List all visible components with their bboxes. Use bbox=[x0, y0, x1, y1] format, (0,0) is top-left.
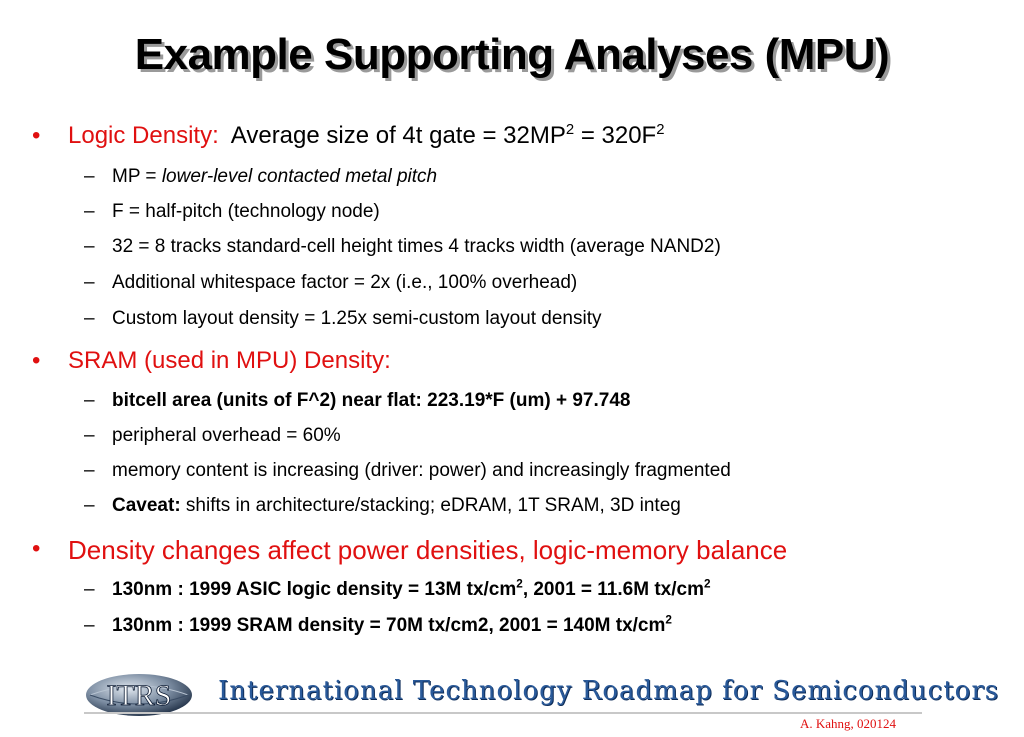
asic-text-2: , 2001 = 11.6M tx/cm bbox=[522, 579, 704, 600]
sub-bullet-text: bitcell area (units of F^2) near flat: 223.19*F (um) + 97.748 bbox=[112, 390, 631, 411]
sub-bullet-text bbox=[112, 577, 711, 600]
gate-size-text: Average size of 4t gate = 32MP bbox=[230, 122, 566, 149]
superscript: 2 bbox=[665, 613, 672, 627]
mp-prefix: MP = bbox=[112, 166, 162, 187]
dash-marker: – bbox=[84, 308, 95, 329]
dash-marker: – bbox=[84, 201, 95, 222]
mp-definition: lower-level contacted metal pitch bbox=[161, 166, 438, 187]
bullet-marker: • bbox=[32, 347, 41, 374]
sub-bullet-text: Custom layout density = 1.25x semi-custom layout density bbox=[112, 308, 602, 329]
logic-density-label: Logic Density: bbox=[68, 122, 219, 149]
sub-bullet-text: Additional whitespace factor = 2x (i.e., 100% overhead) bbox=[112, 272, 578, 293]
sub-bullet-text: F = half-pitch (technology node) bbox=[112, 201, 380, 222]
dash-marker: – bbox=[84, 579, 95, 600]
caveat-label: Caveat: bbox=[112, 495, 181, 516]
sub-bullet-text bbox=[112, 167, 437, 186]
sram-text: 130nm : 1999 SRAM density = 70M tx/cm2, 2001 = 140M tx/cm bbox=[112, 615, 666, 636]
sub-bullet-text: memory content is increasing (driver: power) and increasingly fragmented bbox=[112, 460, 731, 481]
bullet-marker: • bbox=[32, 535, 41, 562]
superscript: 2 bbox=[516, 577, 523, 591]
dash-marker: – bbox=[84, 236, 95, 257]
itrs-organization-name: International Technology Roadmap for Semiconductors bbox=[218, 676, 1000, 706]
dash-marker: – bbox=[84, 615, 95, 636]
gate-size-text-2: = 320F bbox=[574, 122, 657, 149]
dash-marker: – bbox=[84, 495, 95, 516]
sub-bullet-text bbox=[112, 496, 681, 515]
dash-marker: – bbox=[84, 425, 95, 446]
asic-text: 130nm : 1999 ASIC logic density = 13M tx/cm bbox=[112, 579, 517, 600]
superscript: 2 bbox=[656, 122, 665, 138]
author-credit: A. Kahng, 020124 bbox=[800, 716, 897, 731]
bullet-text bbox=[68, 124, 665, 148]
footer-divider bbox=[84, 712, 922, 714]
dash-marker: – bbox=[84, 166, 95, 187]
superscript: 2 bbox=[703, 577, 711, 591]
bullet-marker: • bbox=[32, 122, 41, 149]
sub-bullet-text: peripheral overhead = 60% bbox=[112, 425, 341, 446]
bullet-text: Density changes affect power densities, logic-memory balance bbox=[68, 535, 788, 565]
slide-title: Example Supporting Analyses (MPU) bbox=[134, 30, 890, 79]
sub-bullet-text: 32 = 8 tracks standard-cell height times 4 tracks width (average NAND2) bbox=[112, 236, 721, 257]
dash-marker: – bbox=[84, 390, 95, 411]
caveat-text: shifts in architecture/stacking; eDRAM, 1T SRAM, 3D integ bbox=[180, 495, 681, 516]
dash-marker: – bbox=[84, 460, 95, 481]
superscript: 2 bbox=[565, 122, 575, 138]
itrs-logo-text: ITRS bbox=[106, 679, 172, 712]
sub-bullet-text bbox=[112, 613, 672, 636]
bullet-text: SRAM (used in MPU) Density: bbox=[68, 347, 391, 374]
dash-marker: – bbox=[84, 272, 95, 293]
